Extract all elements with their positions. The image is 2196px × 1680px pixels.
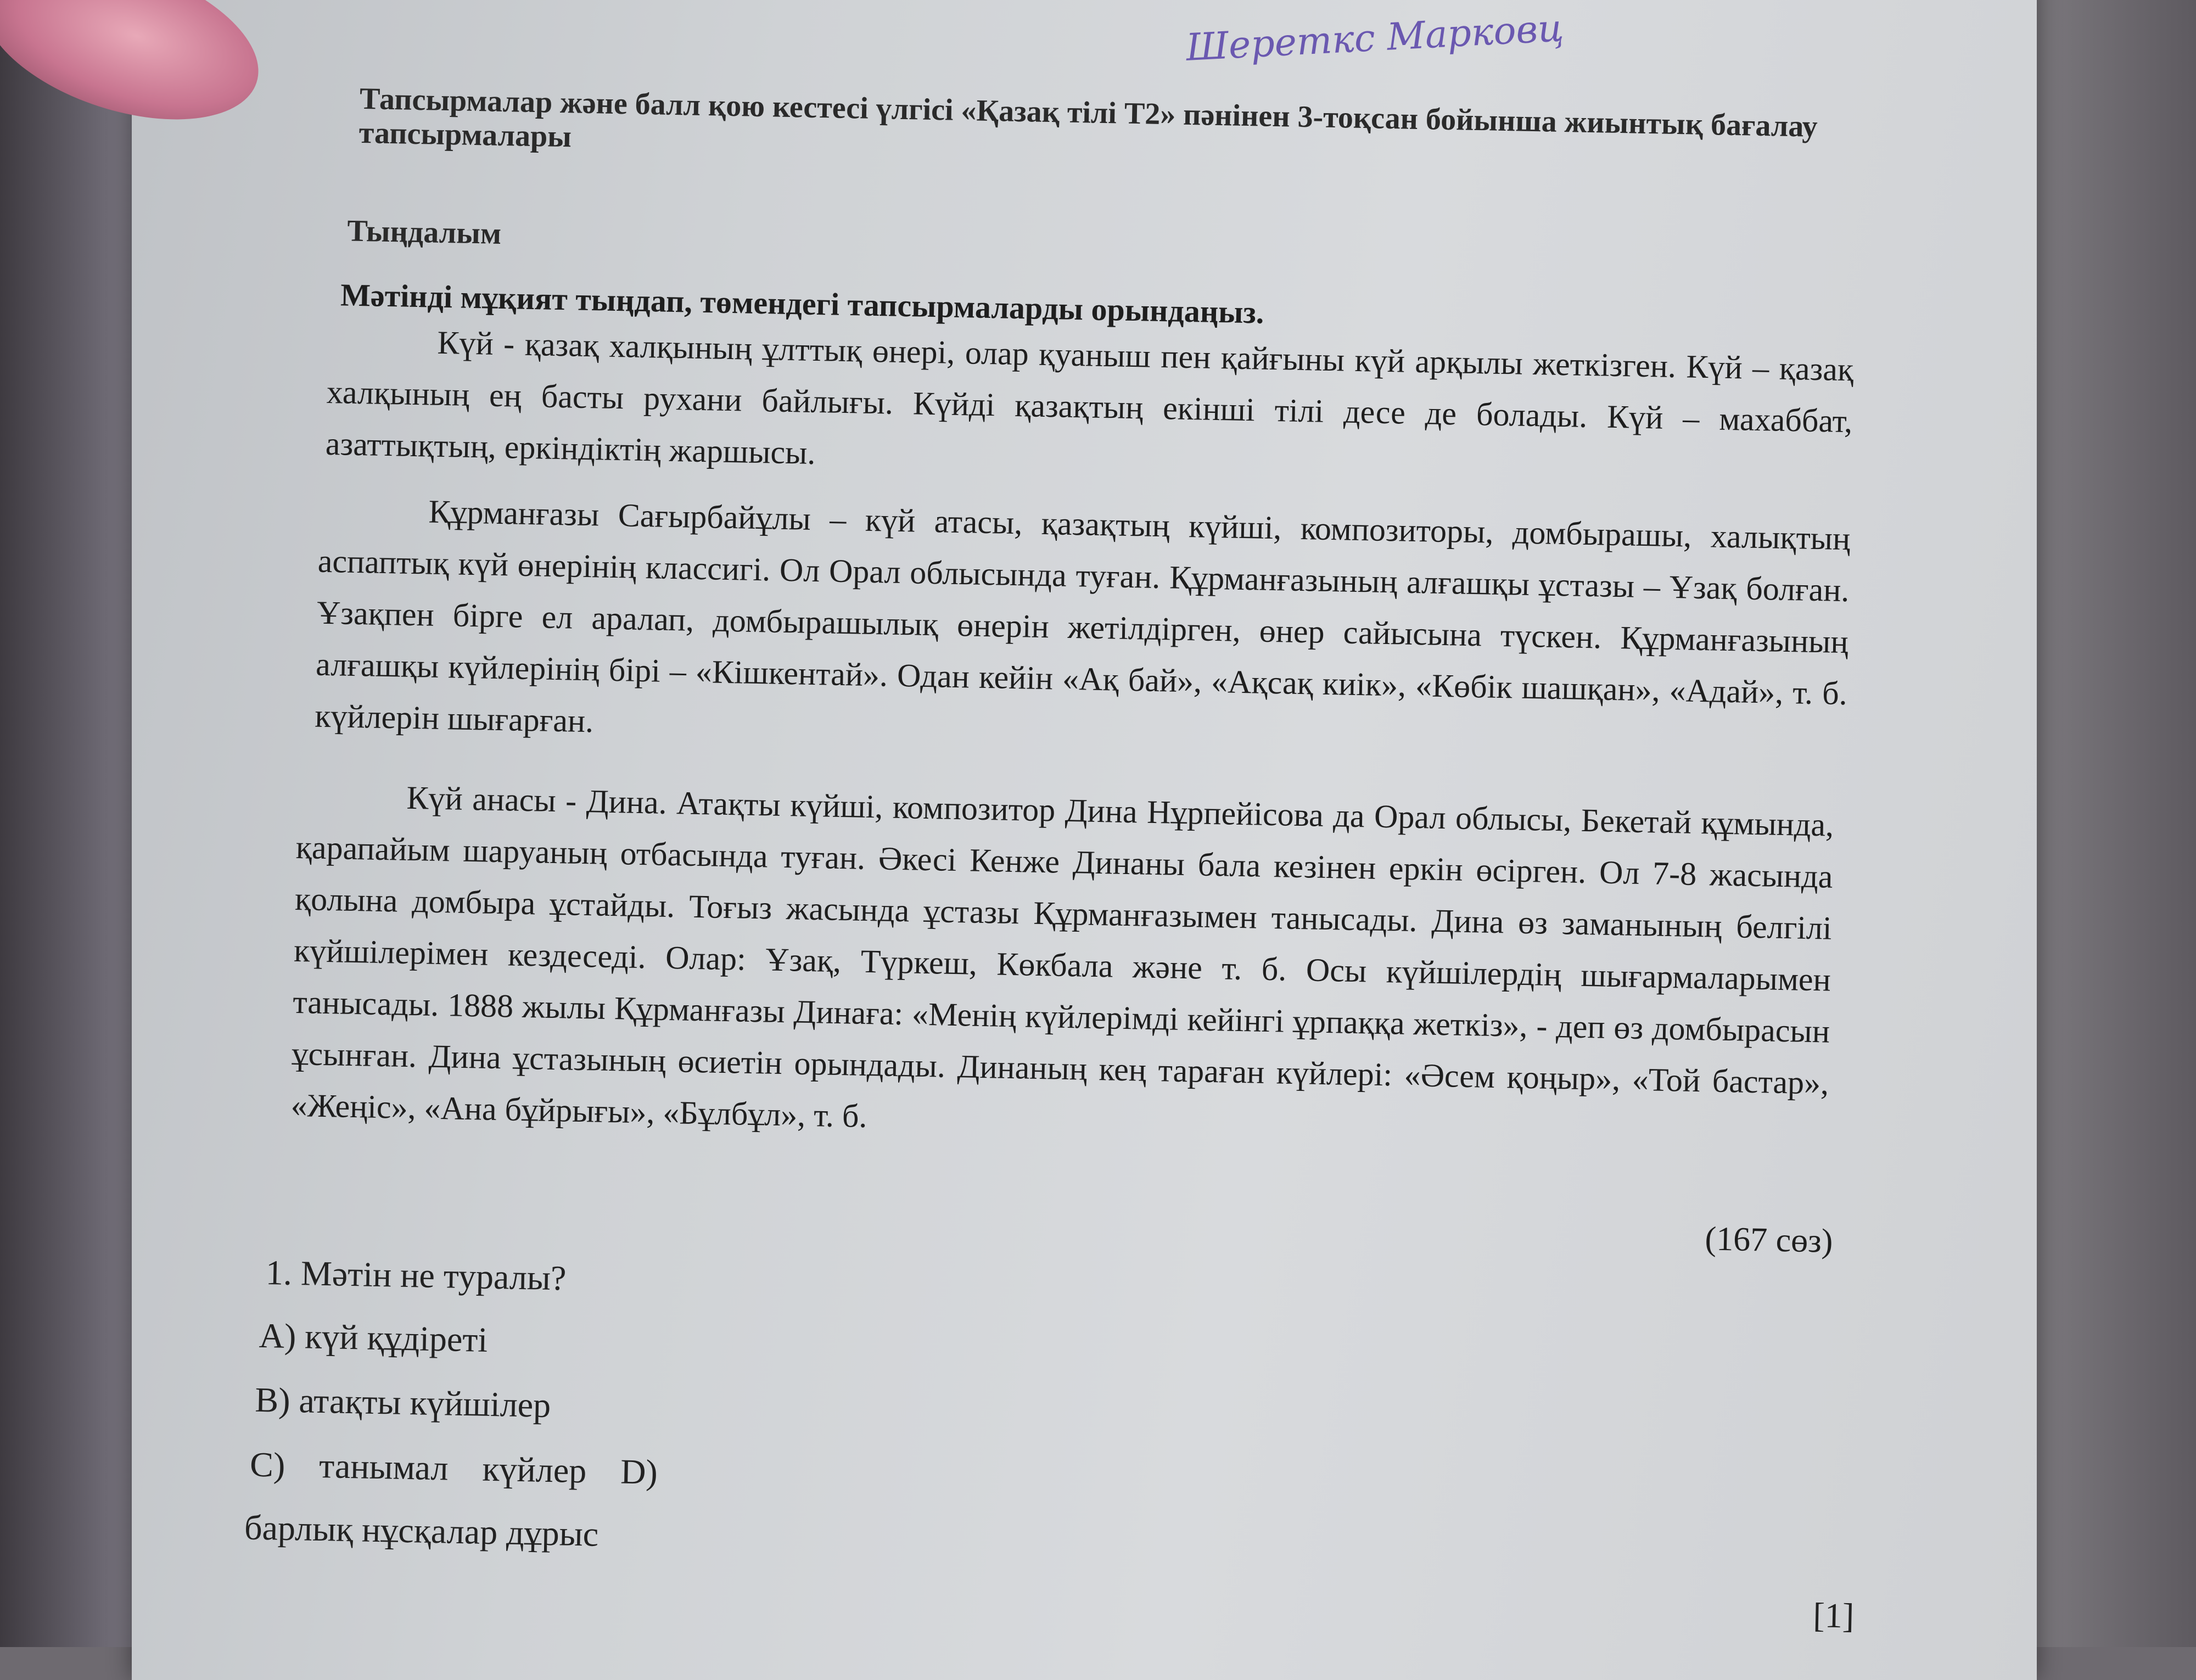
section-heading: Тыңдалым xyxy=(346,214,502,251)
question-1: 1. Мәтін не туралы? xyxy=(265,1253,567,1298)
option-d-label: D) xyxy=(620,1452,658,1492)
option-c-text-2: күйлер xyxy=(481,1449,587,1491)
paragraph-2: Құрманғазы Сағырбайұлы – күй атасы, қазақтың күйші, композиторы, домбырашы, халықтың аспаптық күй өнерінің классигі. Ол Орал облысында туған. Құрманғазының алғашқы ұстазы – Ұзақ болған. Ұзақпен бірге ел аралап, домбырашылық өнерін жетілдірген, өнер сайысына түскен. Құрманғазының алғашқы күйлерінің бірі – «Кішкентай». Одан кейін «Ақ бай», «Ақсақ киік», «Көбік шашқан», «Адай», т. б. күйлерін шығарған. xyxy=(314,493,1851,740)
option-a: A) күй құдіреті xyxy=(259,1315,488,1359)
option-c-label: C) xyxy=(249,1444,285,1485)
option-c-row xyxy=(250,1444,733,1494)
option-b: B) атақты күйшілер xyxy=(254,1380,551,1425)
word-count: (167 сөз) xyxy=(1705,1220,1834,1260)
option-d-text: барлық нұсқалар дұрыс xyxy=(244,1508,599,1554)
handwritten-note: Шереткс Марковц xyxy=(1185,7,1565,70)
option-c-text: танымал xyxy=(318,1446,449,1488)
document-title: Тапсырмалар және балл қою кестесі үлгісі «Қазақ тілі Т2» пәнінен 3-тоқсан бойынша жиынтық бағалау тапсырмалары xyxy=(358,81,1818,154)
task-instruction: Мәтінді мұқият тыңдап, төмендегі тапсырмаларды орындаңыз. xyxy=(340,277,1264,331)
score-mark: [1] xyxy=(1812,1595,1855,1636)
paragraph-3: Күй анасы - Дина. Атақты күйші, композитор Дина Нұрпейісова да Орал облысы, Бекетай құмында, қарапайым шаруаның отбасында туған. Әкесі Кенже Динаны бала кезінен еркін өсірген. Ол 7-8 жасында қолына домбыра ұстайды. Тоғыз жасында ұстазы Құрманғазымен танысады. Дина өз заманының белгілі күйшілерімен кездеседі. Олар: Ұзақ, Түркеш, Көкбала және т. б. Осы күйшілердің шығармаларымен танысады. 1888 жылы Құрманғазы Динаға: «Менің күйлерімді кейінгі ұрпаққа жеткіз», - деп өз домбырасын ұсынған. Дина ұстазының өсиетін орындады. Динаның кең тараған күйлері: «Әсем қоңыр», «Той бастар», «Жеңіс», «Ана бұйрығы», «Бұлбұл», т. б. xyxy=(290,779,1834,1135)
paragraph-1: Күй - қазақ халқының ұлттық өнері, олар қуаныш пен қайғыны күй арқылы жеткізген. Күй – қазақ халқының ең басты рухани байлығы. Күйді қазақтың екінші тілі десе де болады. Күй – махаббат, азаттықтың, еркіндіктің жаршысы. xyxy=(325,324,1854,471)
